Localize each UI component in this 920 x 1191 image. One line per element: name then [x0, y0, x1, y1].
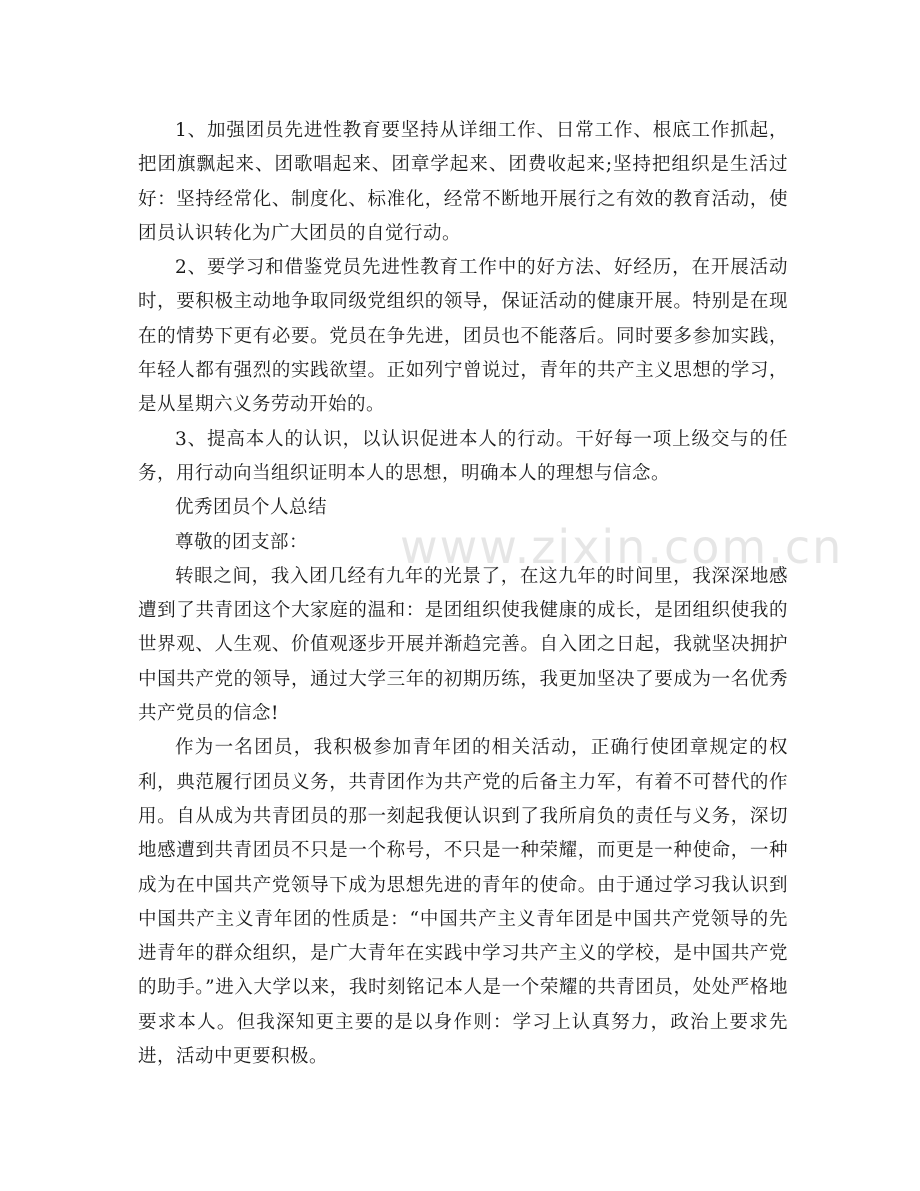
paragraph-3: 3、提高本人的认识，以认识促进本人的行动。干好每一项上级交与的任务，用行动向当组织证明本人的思想，明确本人的理想与信念。	[138, 428, 788, 484]
paragraph-1: 1、加强团员先进性教育要坚持从详细工作、日常工作、根底工作抓起，把团旗飘起来、团歌唱起来、团章学起来、团费收起来;坚持把组织是生活过好：坚持经常化、制度化、标准化，经常不断地开展行之有效的教育活动，使团员认识转化为广大团员的自觉行动。	[138, 120, 788, 244]
document-body	[138, 114, 844, 1074]
section-title: 优秀团员个人总结	[175, 497, 328, 519]
salutation: 尊敬的团支部：	[175, 531, 309, 553]
paragraph-4: 转眼之间，我入团几经有九年的光景了，在这九年的时间里，我深深地感遭到了共青团这个大家庭的温和：是团组织使我健康的成长，是团组织使我的世界观、人生观、价值观逐步开展并渐趋完善。自入团之日起，我就坚决拥护中国共产党的领导，通过大学三年的初期历练，我更加坚决了要成为一名优秀共产党员的信念!	[138, 565, 788, 725]
paragraph-2: 2、要学习和借鉴党员先进性教育工作中的好方法、好经历，在开展活动时，要积极主动地争取同级党组织的领导，保证活动的健康开展。特别是在现在的情势下更有必要。党员在争先进，团员也不能落后。同时要多参加实践，年轻人都有强烈的实践欲望。正如列宁曾说过，青年的共产主义思想的学习，是从星期六义务劳动开始的。	[138, 257, 788, 416]
paragraph-5: 作为一名团员，我积极参加青年团的相关活动，正确行使团章规定的权利，典范履行团员义务，共青团作为共产党的后备主力军，有着不可替代的作用。自从成为共青团员的那一刻起我便认识到了我所肩负的责任与义务，深切地感遭到共青团员不只是一个称号，不只是一种荣耀，而更是一种使命，一种成为在中国共产党领导下成为思想先进的青年的使命。由于通过学习我认识到中国共产主义青年团的性质是：“中国共产主义青年团是中国共产党领导的先进青年的群众组织，是广大青年在实践中学习共产主义的学校，是中国共产党的助手。”进入大学以来，我时刻铭记本人是一个荣耀的共青团员，处处严格地要求本人。但我深知更主要的是以身作则：学习上认真努力，政治上要求先进，活动中更要积极。	[138, 737, 788, 1068]
watermark-text: www.zixin.com.cn	[400, 520, 844, 574]
